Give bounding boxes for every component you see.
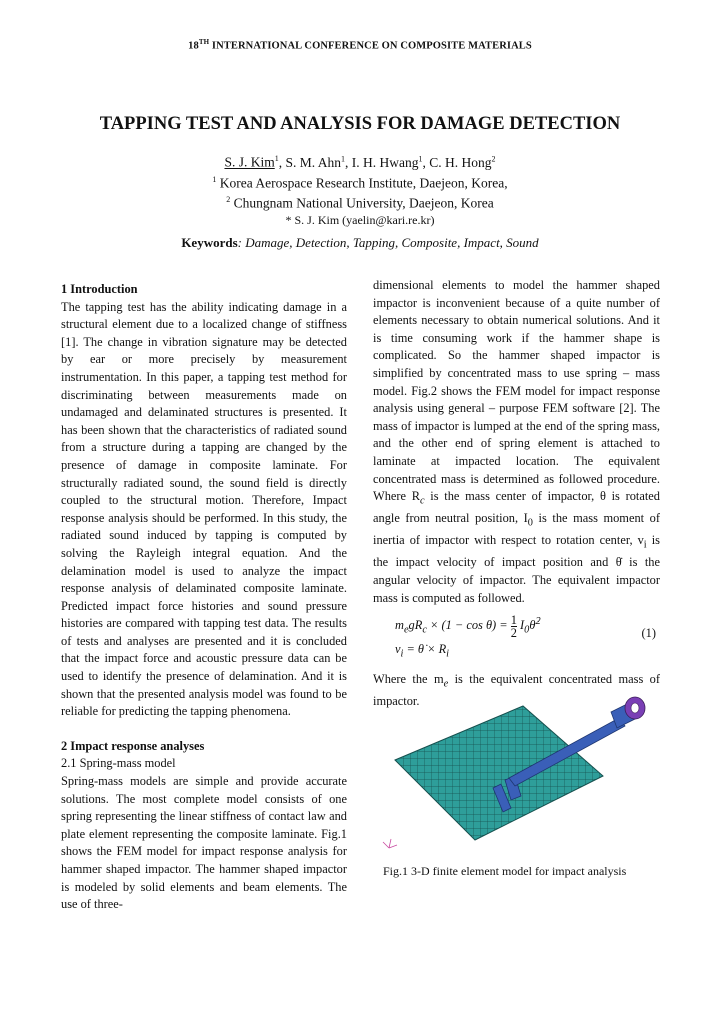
right-column	[373, 277, 660, 711]
fem-model-figure	[375, 688, 665, 858]
paper-title: TAPPING TEST AND ANALYSIS FOR DAMAGE DETECTION	[99, 114, 621, 134]
right-paragraph-1: dimensional elements to model the hammer shaped impactor is inconvenient because of a quite number of elements necessary to obtain numerical solutions. And it is time consuming work if the hammer shape is complicated. So the hammer shaped impactor is simplified by concentrated mass to use spring – mass model. Fig.2 shows the FEM model for impact response analysis using general – purpose FEM software [2]. The mass of impactor is lumped at the end of the spring mass, and the other end of spring element is attached to laminate at impacted location. The equivalent concentrated mass is determined as followed procedure. Where $R_c$ is the mass center of impactor, θ is rotated angle from neutral position, $I_0$ is the mass moment of inertia of impactor with respect to rotation center, $v_i$ is the impact velocity of impact position and θ̇ is the angular velocity of impactor. The equivalent impactor mass is computed as followed.	[373, 278, 660, 605]
equation-1	[373, 611, 660, 663]
left-column	[61, 281, 347, 914]
equation-1-line-2: $v_i$ = θ̇ × $R_i$	[395, 642, 450, 660]
right-paragraph-2: Where the $m_e$ is the equivalent concentrated mass of impactor.	[373, 672, 660, 709]
equation-number: (1)	[641, 626, 656, 641]
running-header: 18TH INTERNATIONAL CONFERENCE ON COMPOSITE MATERIALS	[188, 38, 532, 52]
axis-triad-icon	[383, 839, 397, 848]
affiliation-2: $^2$ Chungnam National University, Daejeon, Korea	[226, 195, 494, 211]
corresponding-author: * S. J. Kim (yaelin@kari.re.kr)	[285, 212, 435, 227]
author-block	[0, 150, 720, 229]
author-list: S. J. Kim$^1$, S. M. Ahn$^1$, I. H. Hwang$^1$, C. H. Hong$^2$	[224, 154, 496, 170]
figure-1-caption: Fig.1 3-D finite element model for impact analysis	[383, 864, 627, 878]
section-2-heading: 2 Impact response analyses	[61, 738, 205, 753]
keywords-line: Keywords: Damage, Detection, Tapping, Composite, Impact, Sound	[181, 235, 539, 250]
section-2-body: Spring-mass models are simple and provide accurate solutions. The most complete model consists of one spring representing the linear stiffness of contact law and plate element representing the composite laminate. Fig.1 shows the FEM model for impact response analysis for hammer shaped impactor. The hammer shaped impactor is modeled by solid elements and beam elements. The use of three-	[61, 774, 347, 912]
affiliation-1: $^1$ Korea Aerospace Research Institute, Daejeon, Korea,	[212, 174, 508, 190]
equation-1-line-1: $m_egR_c \times (1 - \cos \theta)$ = $\frac{1}{2}$ $I_0\thetȧ^2$	[395, 612, 541, 640]
laminate-plate	[395, 706, 603, 840]
subsection-2-1-heading: 2.1 Spring-mass model	[61, 756, 176, 771]
section-1-body: The tapping test has the ability indicating damage in a structural element due to a localized change of stiffness [1]. The change in vibration signature may be detected by ear or more precisely by measurement instrumentation. In this paper, a tapping test method for discriminating between measurements made on undamaged and delaminated structures is presented. It has been shown that the characteristics of radiated sound from a structure during a tapping are changed by the presence of damage in composite laminate. For structurally radiated sound, the sound field is directly coupled to the structural motion. Therefore, Impact response analysis should be performed. In this study, the radiated sound induced by tapping is computed by solving the Rayleigh integral equation. And the delamination model is used to analyze the impact response analysis of delaminated composite laminate. Predicted impact force histories and sound pressure histories are compared with tapping test data. The results of tests and analyses are presented and it is concluded that the impact force and acoustic pressure data can be used to identify the presence of delamination. And it is shown that the presented analysis model was found to be reliable for predicting the tapping phenomena.	[61, 299, 347, 719]
section-1-heading: 1 Introduction	[61, 282, 138, 296]
